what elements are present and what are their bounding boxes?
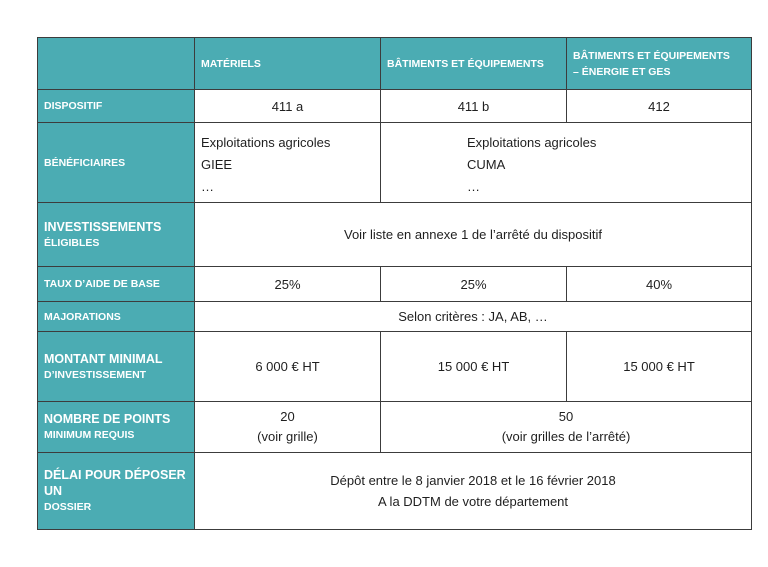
header-materiels: MATÉRIELS — [195, 38, 381, 90]
label-line: D’INVESTISSEMENT — [44, 368, 147, 381]
points-value: 50 — [558, 409, 574, 424]
label-line: ÉLIGIBLES — [44, 236, 100, 249]
cell-majorations: Selon critères : JA, AB, … — [195, 302, 752, 332]
aid-comparison-table — [37, 37, 752, 530]
table-row-delai — [38, 453, 752, 530]
header-col3-line1: BÂTIMENTS ET ÉQUIPEMENTS — [573, 49, 730, 62]
cell-taux-2: 25% — [381, 267, 567, 302]
label-line: NOMBRE DE POINTS — [44, 412, 171, 426]
row-label-montant — [38, 332, 195, 402]
row-label-beneficiaires: BÉNÉFICIAIRES — [38, 123, 195, 203]
header-batiments-energie — [567, 38, 752, 90]
table-row-dispositif — [38, 90, 752, 123]
cell-dispositif-2: 411 b — [381, 90, 567, 123]
cell-taux-1: 25% — [195, 267, 381, 302]
header-batiments: BÂTIMENTS ET ÉQUIPEMENTS — [381, 38, 567, 90]
row-label-delai — [38, 453, 195, 530]
table-row-montant — [38, 332, 752, 402]
header-corner-cell — [38, 38, 195, 90]
label-line: DÉLAI POUR DÉPOSER UN — [44, 468, 186, 498]
row-label-investissements — [38, 203, 195, 267]
table-row-majorations — [38, 302, 752, 332]
beneficiaire-item: Exploitations agricoles — [201, 135, 331, 150]
label-line: MONTANT MINIMAL — [44, 351, 163, 366]
row-label-dispositif: DISPOSITIF — [38, 90, 195, 123]
cell-delai — [195, 453, 752, 530]
points-note: (voir grille) — [257, 429, 318, 444]
cell-montant-2: 15 000 € HT — [381, 332, 567, 402]
beneficiaire-item: GIEE — [201, 157, 233, 172]
header-col3-line2: – ÉNERGIE ET GES — [573, 65, 671, 78]
label-line: MINIMUM REQUIS — [44, 429, 135, 441]
table-row-points — [38, 402, 752, 453]
table-row-investissements — [38, 203, 752, 267]
table-row-taux — [38, 267, 752, 302]
cell-montant-1: 6 000 € HT — [195, 332, 381, 402]
points-note: (voir grilles de l’arrêté) — [501, 429, 631, 444]
label-line: INVESTISSEMENTS — [44, 219, 162, 234]
cell-investissements: Voir liste en annexe 1 de l’arrêté du dispositif — [195, 203, 752, 267]
row-label-points — [38, 402, 195, 453]
cell-beneficiaires-23 — [381, 123, 752, 203]
delai-line: Dépôt entre le 8 janvier 2018 et le 16 février 2018 — [330, 473, 616, 488]
cell-taux-3: 40% — [567, 267, 752, 302]
cell-beneficiaires-1 — [195, 123, 381, 203]
cell-points-23 — [381, 402, 752, 453]
beneficiaire-item: … — [201, 179, 214, 194]
cell-points-1 — [195, 402, 381, 453]
beneficiaire-item: CUMA — [467, 157, 506, 172]
beneficiaire-item: … — [467, 179, 480, 194]
cell-dispositif-3: 412 — [567, 90, 752, 123]
table-row-beneficiaires — [38, 123, 752, 203]
points-value: 20 — [280, 409, 295, 424]
cell-dispositif-1: 411 a — [195, 90, 381, 123]
table-header-row — [38, 38, 752, 90]
cell-montant-3: 15 000 € HT — [567, 332, 752, 402]
delai-line: A la DDTM de votre département — [377, 494, 569, 509]
row-label-majorations: MAJORATIONS — [38, 302, 195, 332]
beneficiaire-item: Exploitations agricoles — [467, 135, 597, 150]
row-label-taux: TAUX D’AIDE DE BASE — [38, 267, 195, 302]
label-line: DOSSIER — [44, 501, 92, 513]
